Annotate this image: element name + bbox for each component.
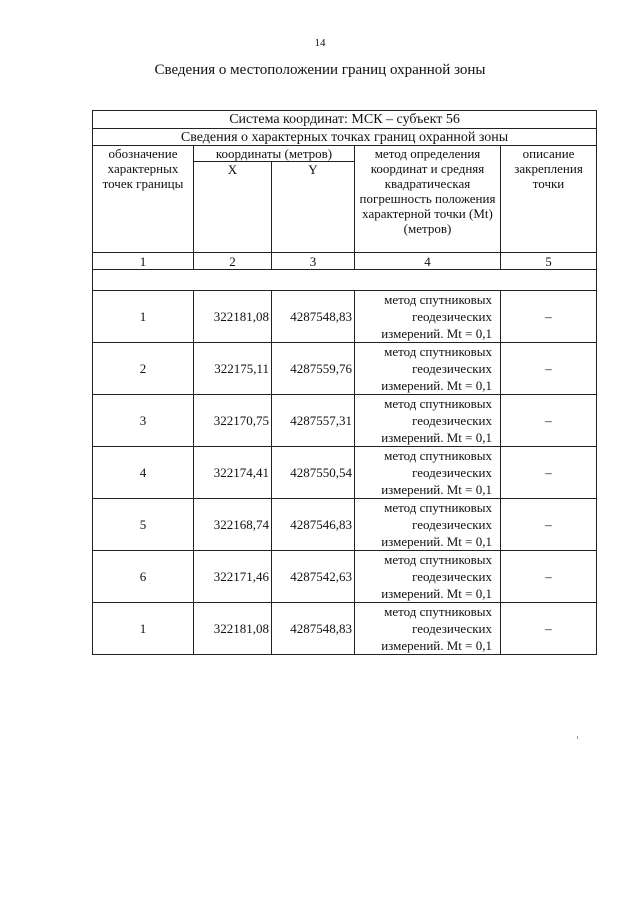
coordinates-table: [92, 110, 597, 655]
y-coordinate: 4287548,83: [272, 603, 355, 655]
point-designation: 1: [93, 603, 194, 655]
column-number: 5: [501, 253, 597, 270]
x-coordinate: 322181,08: [194, 603, 272, 655]
page-number: 14: [314, 37, 326, 49]
blank-row: [93, 270, 597, 291]
y-coordinate: 4287548,83: [272, 291, 355, 343]
header-row-1: [93, 146, 597, 162]
table-row: [93, 343, 597, 395]
document-title: Сведения о местоположении границ охранной зоны: [154, 62, 486, 78]
fixing-description: –: [501, 395, 597, 447]
column-number: 2: [194, 253, 272, 270]
table-row: [93, 395, 597, 447]
y-coordinate: 4287542,63: [272, 551, 355, 603]
point-designation: 1: [93, 291, 194, 343]
y-coordinate: 4287550,54: [272, 447, 355, 499]
header-coordinates: координаты (метров): [194, 146, 355, 162]
header-designation: обозначение характерных точек границы: [93, 146, 194, 253]
point-designation: 3: [93, 395, 194, 447]
header-method: метод определения координат и средняя квадратическая погрешность положения характерной точки (Mt) (метров): [355, 146, 501, 253]
method-description: метод спутниковых геодезических измерений. Mt = 0,1: [355, 395, 501, 447]
x-coordinate: 322171,46: [194, 551, 272, 603]
method-description: метод спутниковых геодезических измерений. Mt = 0,1: [355, 343, 501, 395]
x-coordinate: 322175,11: [194, 343, 272, 395]
y-coordinate: 4287546,83: [272, 499, 355, 551]
coordinate-system-label: Система координат: МСК – субъект 56: [93, 111, 597, 129]
column-number: 1: [93, 253, 194, 270]
coordinate-system-row: [93, 111, 597, 129]
method-description: метод спутниковых геодезических измерений. Mt = 0,1: [355, 603, 501, 655]
y-coordinate: 4287559,76: [272, 343, 355, 395]
table-row: [93, 551, 597, 603]
table-row: [93, 447, 597, 499]
header-y: Y: [272, 162, 355, 253]
x-coordinate: 322174,41: [194, 447, 272, 499]
method-description: метод спутниковых геодезических измерений. Mt = 0,1: [355, 447, 501, 499]
point-designation: 4: [93, 447, 194, 499]
scan-mark: [577, 736, 578, 739]
fixing-description: –: [501, 291, 597, 343]
method-description: метод спутниковых геодезических измерений. Mt = 0,1: [355, 291, 501, 343]
header-x: X: [194, 162, 272, 253]
fixing-description: –: [501, 447, 597, 499]
method-description: метод спутниковых геодезических измерений. Mt = 0,1: [355, 551, 501, 603]
points-info-label: Сведения о характерных точках границ охранной зоны: [93, 129, 597, 146]
fixing-description: –: [501, 343, 597, 395]
points-info-row: [93, 129, 597, 146]
column-number: 4: [355, 253, 501, 270]
x-coordinate: 322168,74: [194, 499, 272, 551]
blank-cell: [93, 270, 597, 291]
table-row: [93, 499, 597, 551]
table-row: [93, 291, 597, 343]
table-row: [93, 603, 597, 655]
fixing-description: –: [501, 603, 597, 655]
method-description: метод спутниковых геодезических измерений. Mt = 0,1: [355, 499, 501, 551]
x-coordinate: 322170,75: [194, 395, 272, 447]
point-designation: 5: [93, 499, 194, 551]
y-coordinate: 4287557,31: [272, 395, 355, 447]
point-designation: 6: [93, 551, 194, 603]
fixing-description: –: [501, 499, 597, 551]
fixing-description: –: [501, 551, 597, 603]
header-description: описание закрепления точки: [501, 146, 597, 253]
column-numbers-row: [93, 253, 597, 270]
point-designation: 2: [93, 343, 194, 395]
x-coordinate: 322181,08: [194, 291, 272, 343]
column-number: 3: [272, 253, 355, 270]
